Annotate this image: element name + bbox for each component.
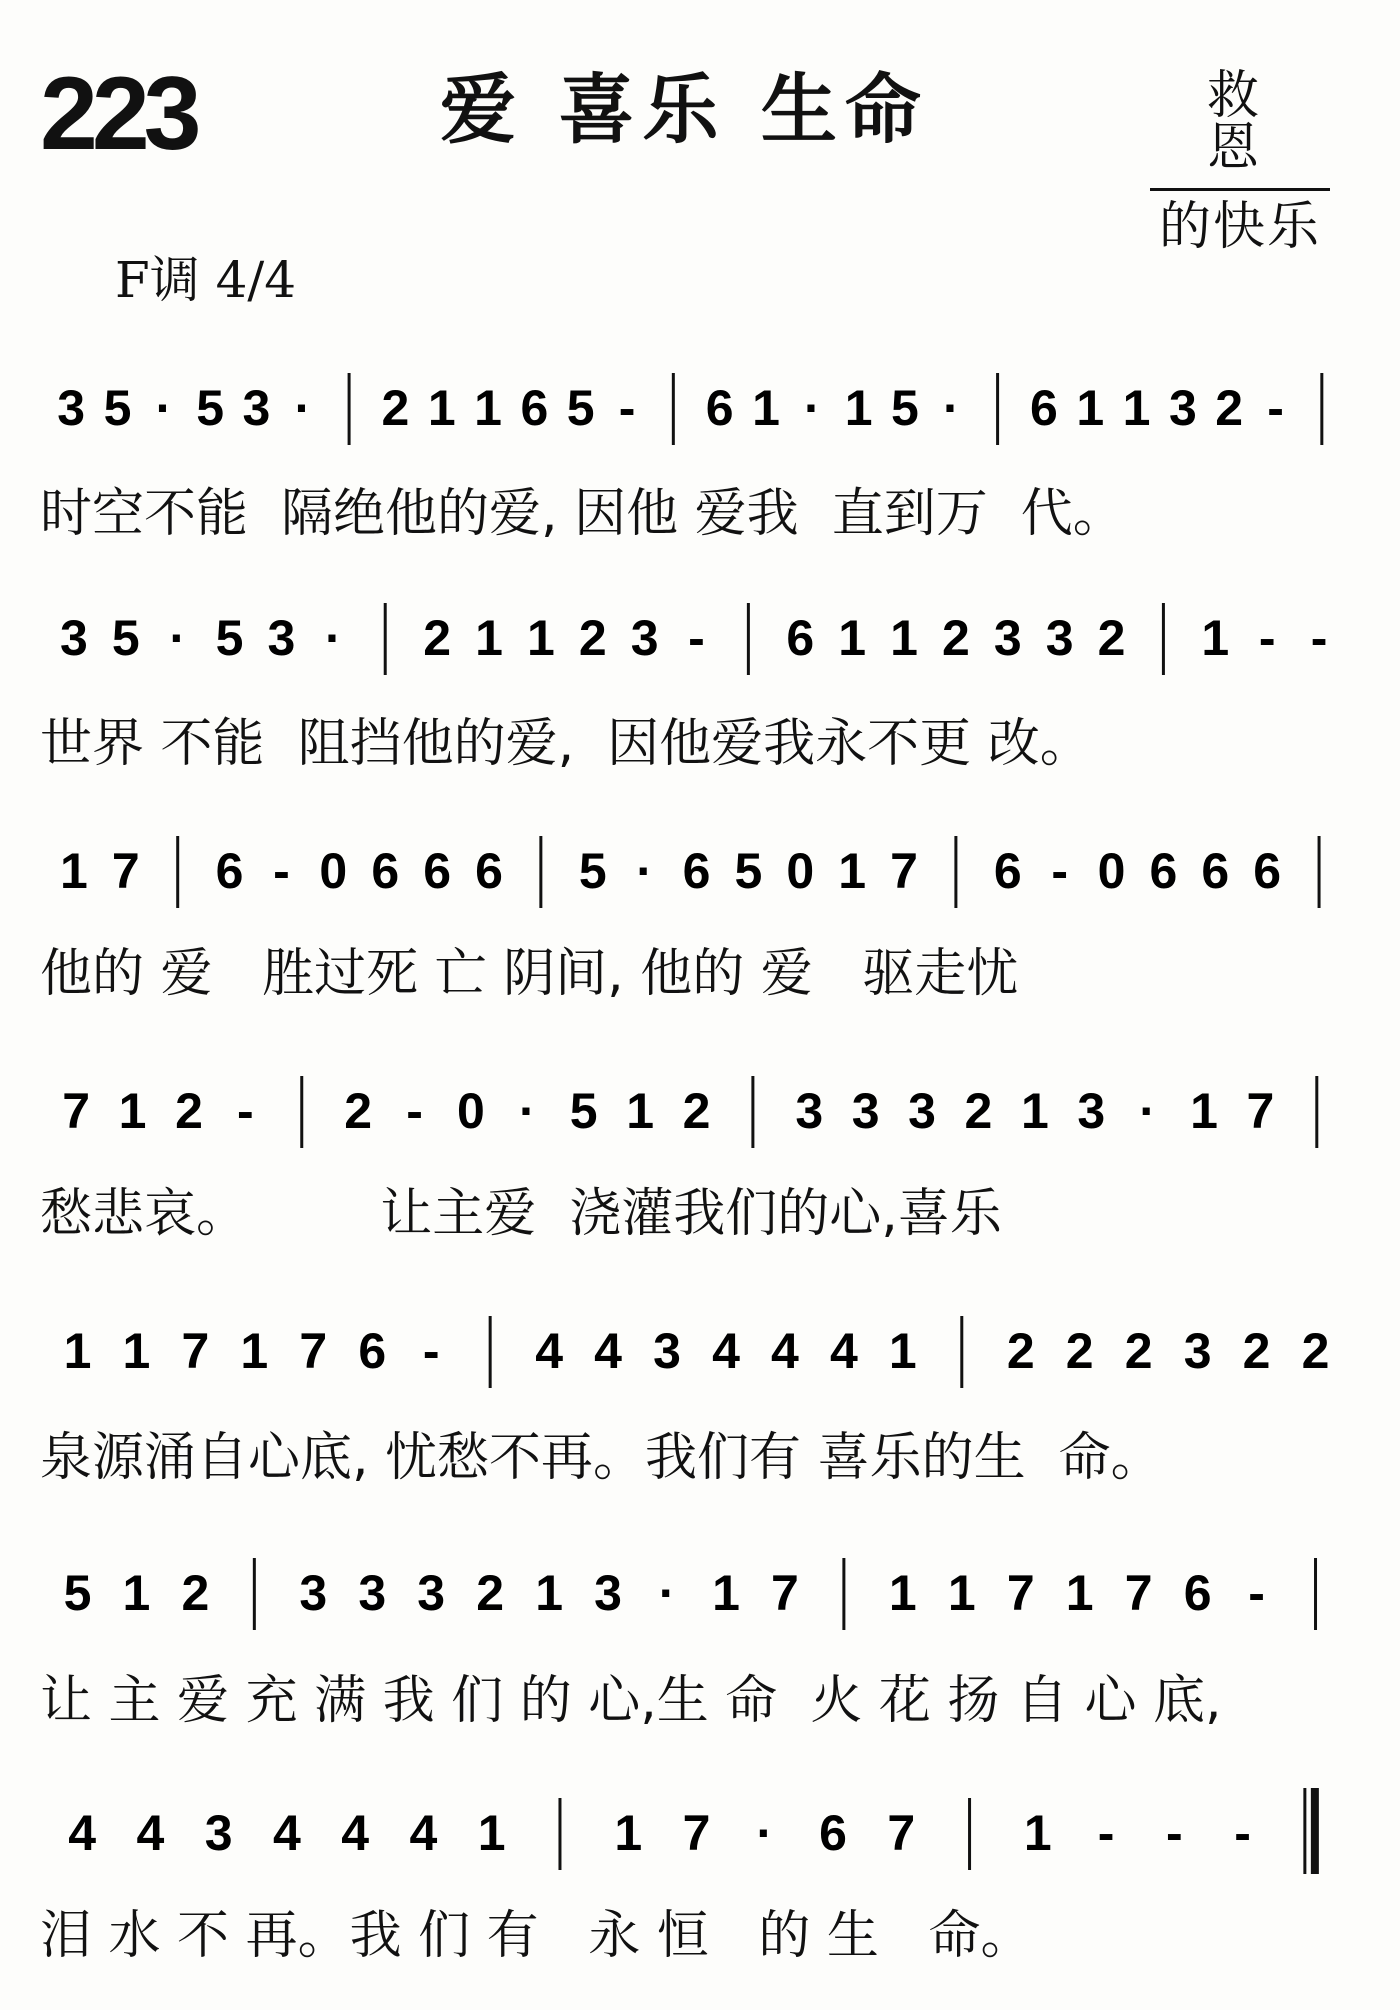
note-digit: 1: [947, 1565, 976, 1621]
note-digit: 2: [1065, 1323, 1094, 1379]
dash-extension: -: [237, 1083, 254, 1139]
note-digit: 1: [888, 1565, 917, 1621]
note-digit: 0: [786, 843, 815, 899]
note-digit: 4: [771, 1323, 799, 1379]
note-digit: 1: [1122, 380, 1151, 436]
note-digit: 5: [734, 843, 763, 899]
note-digit: 4: [136, 1805, 165, 1861]
note-digit: 1: [890, 610, 918, 666]
note-digit: 2: [1215, 380, 1244, 436]
note-digit: 1: [427, 380, 456, 436]
dash-extension: -: [1166, 1805, 1183, 1861]
dot-extension: ·: [294, 380, 312, 436]
dot-extension: ·: [155, 380, 173, 436]
lyric-line-6: 让 主 爱 充 满 我 们 的 心,生 命 火 花 扬 自 心 底,: [40, 1671, 1222, 1731]
note-digit: 7: [682, 1805, 711, 1861]
note-digit: 2: [1242, 1323, 1271, 1379]
note-digit: 6: [1253, 843, 1282, 899]
dash-extension: -: [1097, 1805, 1115, 1861]
note-digit: 1: [60, 843, 88, 899]
note-digit: 3: [594, 1565, 622, 1621]
dash-extension: -: [1248, 1565, 1265, 1621]
note-digit: 3: [57, 380, 86, 436]
note-digit: 3: [299, 1565, 328, 1621]
note-digit: 6: [475, 843, 503, 899]
note-digit: 2: [941, 610, 970, 666]
note-digit: 5: [569, 1083, 598, 1139]
note-digit: 6: [215, 843, 244, 899]
note-digit: 5: [196, 380, 225, 436]
notation-line: [62, 1076, 1317, 1148]
notation-line: [60, 836, 1319, 908]
note-digit: 1: [1023, 1805, 1052, 1861]
dash-extension: -: [422, 1323, 440, 1379]
note-digit: 2: [1124, 1323, 1153, 1379]
category-line-1: 救恩: [1150, 70, 1330, 191]
dash-extension: -: [1051, 843, 1068, 899]
note-digit: 5: [63, 1565, 92, 1621]
lyric-line-1: 时空不能 隔绝他的爱, 因他 爱我 直到万 代。: [40, 484, 1125, 544]
note-digit: 1: [526, 610, 555, 666]
note-digit: 7: [1006, 1565, 1035, 1621]
note-digit: 1: [614, 1805, 643, 1861]
note-digit: 5: [578, 843, 607, 899]
note-digit: 3: [417, 1565, 446, 1621]
note-digit: 3: [358, 1565, 387, 1621]
note-digit: 2: [175, 1083, 203, 1139]
note-digit: 7: [1124, 1565, 1153, 1621]
note-digit: 1: [1201, 610, 1230, 666]
note-digit: 1: [122, 1323, 151, 1379]
note-digit: 6: [993, 843, 1022, 899]
note-digit: 4: [409, 1805, 438, 1861]
note-digit: 1: [752, 380, 780, 436]
note-digit: 7: [181, 1323, 210, 1379]
lyric-line-5: 泉源涌自心底, 忧愁不再。我们有 喜乐的生 命。: [40, 1428, 1163, 1488]
lyric-line-7: 泪 水 不 再。我 们 有 永 恒 的 生 命。: [40, 1906, 1033, 1966]
note-digit: 6: [1149, 843, 1178, 899]
note-digit: 5: [891, 380, 919, 436]
note-digit: 4: [68, 1805, 97, 1861]
song-title: 爱 喜乐 生命: [440, 65, 929, 154]
note-digit: 5: [215, 610, 244, 666]
category-line-2: 的快乐: [1158, 197, 1321, 257]
lyric-line-4: 愁悲哀。 让主爱 浇灌我们的心,喜乐: [40, 1184, 1002, 1244]
note-digit: 2: [423, 610, 452, 666]
note-digit: 6: [1201, 843, 1230, 899]
note-digit: 1: [888, 1323, 917, 1379]
note-digit: 1: [118, 1083, 147, 1139]
note-digit: 2: [476, 1565, 505, 1621]
note-digit: 3: [267, 610, 296, 666]
note-digit: 1: [474, 380, 502, 436]
note-digit: 6: [1183, 1565, 1212, 1621]
note-digit: 3: [908, 1083, 936, 1139]
note-digit: 2: [1301, 1323, 1330, 1379]
dot-extension: ·: [636, 843, 653, 899]
note-digit: 1: [838, 843, 867, 899]
note-digit: 5: [103, 380, 132, 436]
hymn-number: 223: [40, 56, 196, 172]
notation-line: [68, 1788, 1315, 1874]
note-digit: 5: [566, 380, 595, 436]
note-digit: 7: [890, 843, 918, 899]
dot-extension: ·: [518, 1083, 536, 1139]
note-digit: 3: [1168, 380, 1197, 436]
note-digit: 6: [358, 1323, 387, 1379]
note-digit: 2: [1097, 610, 1126, 666]
note-digit: 2: [682, 1083, 711, 1139]
note-digit: 7: [1246, 1083, 1275, 1139]
note-digit: 4: [341, 1805, 370, 1861]
note-digit: 7: [299, 1323, 328, 1379]
lyric-line-3: 他的 爱 胜过死 亡 阴间, 他的 爱 驱走忧: [40, 944, 1019, 1004]
note-digit: 4: [535, 1323, 564, 1379]
dash-extension: -: [1267, 380, 1284, 436]
note-digit: 3: [653, 1323, 681, 1379]
note-digit: 1: [838, 610, 867, 666]
note-digit: 1: [475, 610, 503, 666]
dash-extension: -: [273, 843, 290, 899]
note-digit: 1: [1020, 1083, 1049, 1139]
note-digit: 6: [705, 380, 734, 436]
note-digit: 6: [371, 843, 400, 899]
note-digit: 7: [771, 1565, 799, 1621]
note-digit: 3: [1045, 610, 1074, 666]
note-digit: 1: [626, 1083, 655, 1139]
note-digit: 0: [457, 1083, 485, 1139]
note-digit: 3: [851, 1083, 880, 1139]
notation-line: [64, 1316, 1330, 1388]
notation-line: [60, 603, 1327, 675]
note-digit: 4: [712, 1323, 740, 1379]
note-digit: 3: [60, 610, 88, 666]
note-digit: 1: [1065, 1565, 1094, 1621]
dot-extension: ·: [803, 380, 821, 436]
note-digit: 6: [423, 843, 452, 899]
note-digit: 3: [1183, 1323, 1212, 1379]
note-digit: 3: [204, 1805, 233, 1861]
dash-extension: -: [1234, 1805, 1251, 1861]
note-digit: 6: [786, 610, 815, 666]
note-digit: 1: [712, 1565, 740, 1621]
dash-extension: -: [406, 1083, 423, 1139]
dot-extension: ·: [1139, 1083, 1156, 1139]
note-digit: 6: [819, 1805, 847, 1861]
note-digit: 1: [1076, 380, 1105, 436]
note-digit: 2: [578, 610, 607, 666]
dot-extension: ·: [658, 1565, 676, 1621]
note-digit: 1: [1190, 1083, 1218, 1139]
note-digit: 3: [1077, 1083, 1106, 1139]
note-digit: 7: [62, 1083, 91, 1139]
key-signature: F调 4/4: [115, 251, 297, 309]
dot-extension: ·: [942, 380, 960, 436]
note-digit: 2: [181, 1565, 210, 1621]
note-digit: 7: [887, 1805, 916, 1861]
note-digit: 0: [1097, 843, 1126, 899]
note-digit: 1: [477, 1805, 506, 1861]
note-digit: 1: [844, 380, 873, 436]
note-digit: 1: [240, 1323, 269, 1379]
note-digit: 5: [111, 610, 140, 666]
note-digit: 4: [273, 1805, 301, 1861]
note-digit: 1: [535, 1565, 564, 1621]
notation-line: [57, 373, 1322, 445]
note-digit: 6: [520, 380, 549, 436]
note-digit: 4: [829, 1323, 858, 1379]
note-digit: 6: [1030, 380, 1058, 436]
note-digit: 7: [111, 843, 140, 899]
note-digit: 2: [381, 380, 410, 436]
note-digit: 0: [319, 843, 348, 899]
note-digit: 3: [993, 610, 1022, 666]
dot-extension: ·: [756, 1805, 774, 1861]
note-digit: 3: [795, 1083, 824, 1139]
note-digit: 3: [242, 380, 271, 436]
notation-line: [64, 1558, 1316, 1630]
dash-extension: -: [618, 380, 636, 436]
note-digit: 6: [682, 843, 711, 899]
note-digit: 1: [122, 1565, 151, 1621]
note-digit: 2: [344, 1083, 373, 1139]
lyric-line-2: 世界 不能 阻挡他的爱, 因他爱我永不更 改。: [40, 714, 1092, 774]
dot-extension: ·: [169, 610, 187, 666]
note-digit: 2: [1006, 1323, 1035, 1379]
note-digit: 1: [63, 1323, 92, 1379]
dot-extension: ·: [325, 610, 342, 666]
dash-extension: -: [688, 610, 705, 666]
note-digit: 3: [630, 610, 659, 666]
dash-extension: -: [1310, 610, 1328, 666]
note-digit: 4: [594, 1323, 622, 1379]
dash-extension: -: [1258, 610, 1276, 666]
note-digit: 2: [964, 1083, 993, 1139]
